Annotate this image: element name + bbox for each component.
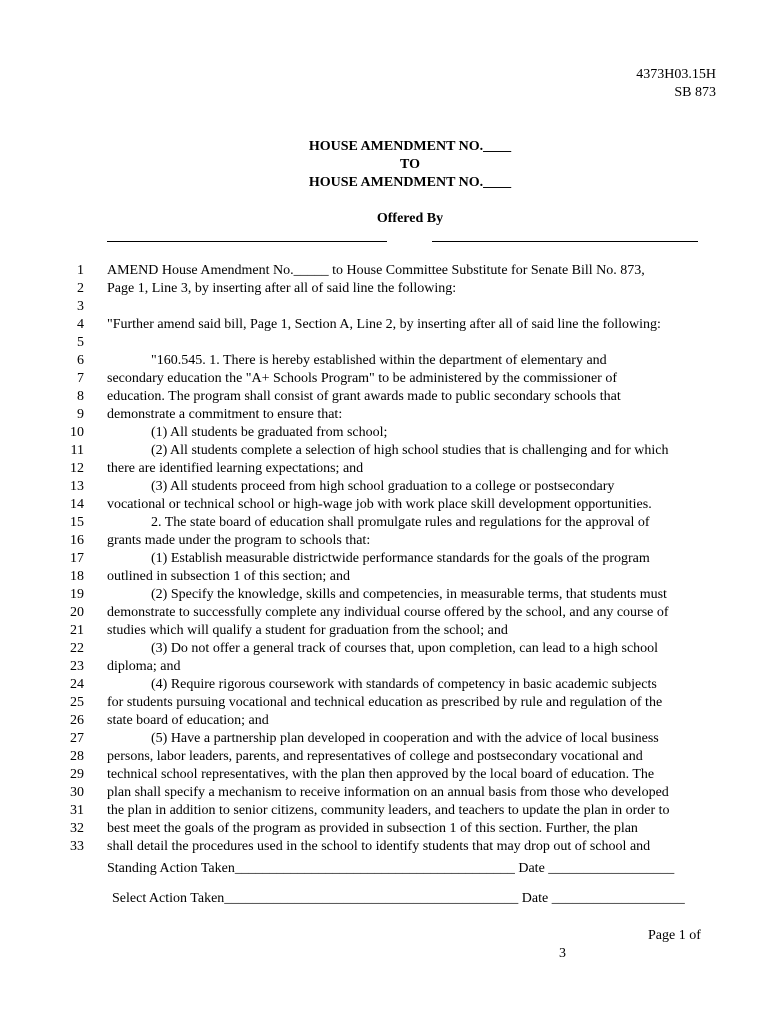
sponsor-signature-line-left xyxy=(107,241,387,242)
line-number: 31 xyxy=(70,803,84,818)
standing-action-line: Standing Action Taken________________________________________ Date __________________ xyxy=(107,861,675,876)
line-text: Page 1, Line 3, by inserting after all of said line the following: xyxy=(107,281,457,296)
line-number: 24 xyxy=(70,677,84,692)
line-number: 1 xyxy=(77,263,84,278)
line-number: 28 xyxy=(70,749,84,764)
line-number: 15 xyxy=(70,515,84,530)
line-number: 22 xyxy=(70,641,84,656)
line-text: (4) Require rigorous coursework with standards of competency in basic academic subjects xyxy=(151,677,657,692)
line-text: secondary education the "A+ Schools Program" to be administered by the commissioner of xyxy=(107,371,617,386)
line-text: studies which will qualify a student for graduation from the school; and xyxy=(107,623,508,638)
line-text: best meet the goals of the program as provided in subsection 1 of this section. Further, the plan xyxy=(107,821,638,836)
line-number: 3 xyxy=(77,299,84,314)
line-number: 8 xyxy=(77,389,84,404)
line-number: 25 xyxy=(70,695,84,710)
line-text: (3) Do not offer a general track of courses that, upon completion, can lead to a high school xyxy=(151,641,659,656)
line-text: (5) Have a partnership plan developed in cooperation and with the advice of local business xyxy=(151,731,659,746)
line-number: 33 xyxy=(70,839,84,854)
line-number: 21 xyxy=(70,623,84,638)
amendment-title-line3: HOUSE AMENDMENT NO.____ xyxy=(308,175,512,190)
line-text: outlined in subsection 1 of this section; and xyxy=(107,569,351,584)
line-number: 14 xyxy=(70,497,84,512)
line-text: shall detail the procedures used in the school to identify students that may drop out of school and xyxy=(107,839,651,854)
line-number: 16 xyxy=(70,533,84,548)
line-number: 9 xyxy=(77,407,84,422)
line-text: for students pursuing vocational and technical education as prescribed by rule and regulation of the xyxy=(107,695,663,710)
line-text: (2) All students complete a selection of high school studies that is challenging and for which xyxy=(151,443,669,458)
page-total: 3 xyxy=(559,946,566,961)
line-text: vocational or technical school or high-wage job with work place skill development opportunities. xyxy=(107,497,652,512)
line-number: 18 xyxy=(70,569,84,584)
line-text: there are identified learning expectations; and xyxy=(107,461,364,476)
line-number: 6 xyxy=(77,353,84,368)
line-number: 11 xyxy=(70,443,84,458)
line-number: 2 xyxy=(77,281,84,296)
line-text: 2. The state board of education shall promulgate rules and regulations for the approval of xyxy=(151,515,650,530)
line-number: 26 xyxy=(70,713,84,728)
offered-by-label: Offered By xyxy=(376,211,444,226)
line-number: 23 xyxy=(70,659,84,674)
line-text: education. The program shall consist of grant awards made to public secondary schools that xyxy=(107,389,621,404)
line-text: state board of education; and xyxy=(107,713,269,728)
line-text: demonstrate to successfully complete any individual course offered by the school, and any course of xyxy=(107,605,669,620)
line-number: 19 xyxy=(70,587,84,602)
line-number: 17 xyxy=(70,551,84,566)
line-text: "Further amend said bill, Page 1, Section A, Line 2, by inserting after all of said line the following: xyxy=(107,317,661,332)
line-text: (1) Establish measurable districtwide performance standards for the goals of the program xyxy=(151,551,650,566)
line-text: demonstrate a commitment to ensure that: xyxy=(107,407,343,422)
line-text: AMEND House Amendment No._____ to House Committee Substitute for Senate Bill No. 873, xyxy=(107,263,645,278)
line-number: 7 xyxy=(77,371,84,386)
line-number: 12 xyxy=(70,461,84,476)
line-text: persons, labor leaders, parents, and representatives of college and postsecondary vocational and xyxy=(107,749,643,764)
line-text: (3) All students proceed from high school graduation to a college or postsecondary xyxy=(151,479,615,494)
page-number-label: Page 1 of xyxy=(648,928,701,943)
line-text: the plan in addition to senior citizens, community leaders, and teachers to update the plan in order to xyxy=(107,803,670,818)
line-number: 27 xyxy=(70,731,84,746)
line-text: "160.545. 1. There is hereby established within the department of elementary and xyxy=(151,353,607,368)
line-number: 20 xyxy=(70,605,84,620)
line-text: grants made under the program to schools that: xyxy=(107,533,371,548)
amendment-title-line1: HOUSE AMENDMENT NO.____ xyxy=(308,139,512,154)
line-text: (2) Specify the knowledge, skills and competencies, in measurable terms, that students must xyxy=(151,587,667,602)
line-text: (1) All students be graduated from school; xyxy=(151,425,388,440)
line-number: 10 xyxy=(70,425,84,440)
amendment-title-line2: TO xyxy=(400,157,420,172)
header-doc-code: 4373H03.15H xyxy=(636,67,716,82)
line-number: 32 xyxy=(70,821,84,836)
line-text: plan shall specify a mechanism to receive information on an annual basis from those who developed xyxy=(107,785,669,800)
line-number: 5 xyxy=(77,335,84,350)
line-text: diploma; and xyxy=(107,659,181,674)
line-number: 4 xyxy=(77,317,84,332)
line-text: technical school representatives, with the plan then approved by the local board of education. The xyxy=(107,767,655,782)
sponsor-signature-line-right xyxy=(432,241,698,242)
line-number: 30 xyxy=(70,785,84,800)
select-action-line: Select Action Taken__________________________________________ Date ___________________ xyxy=(112,891,685,906)
header-bill-number: SB 873 xyxy=(674,85,716,100)
line-number: 13 xyxy=(70,479,84,494)
line-number: 29 xyxy=(70,767,84,782)
